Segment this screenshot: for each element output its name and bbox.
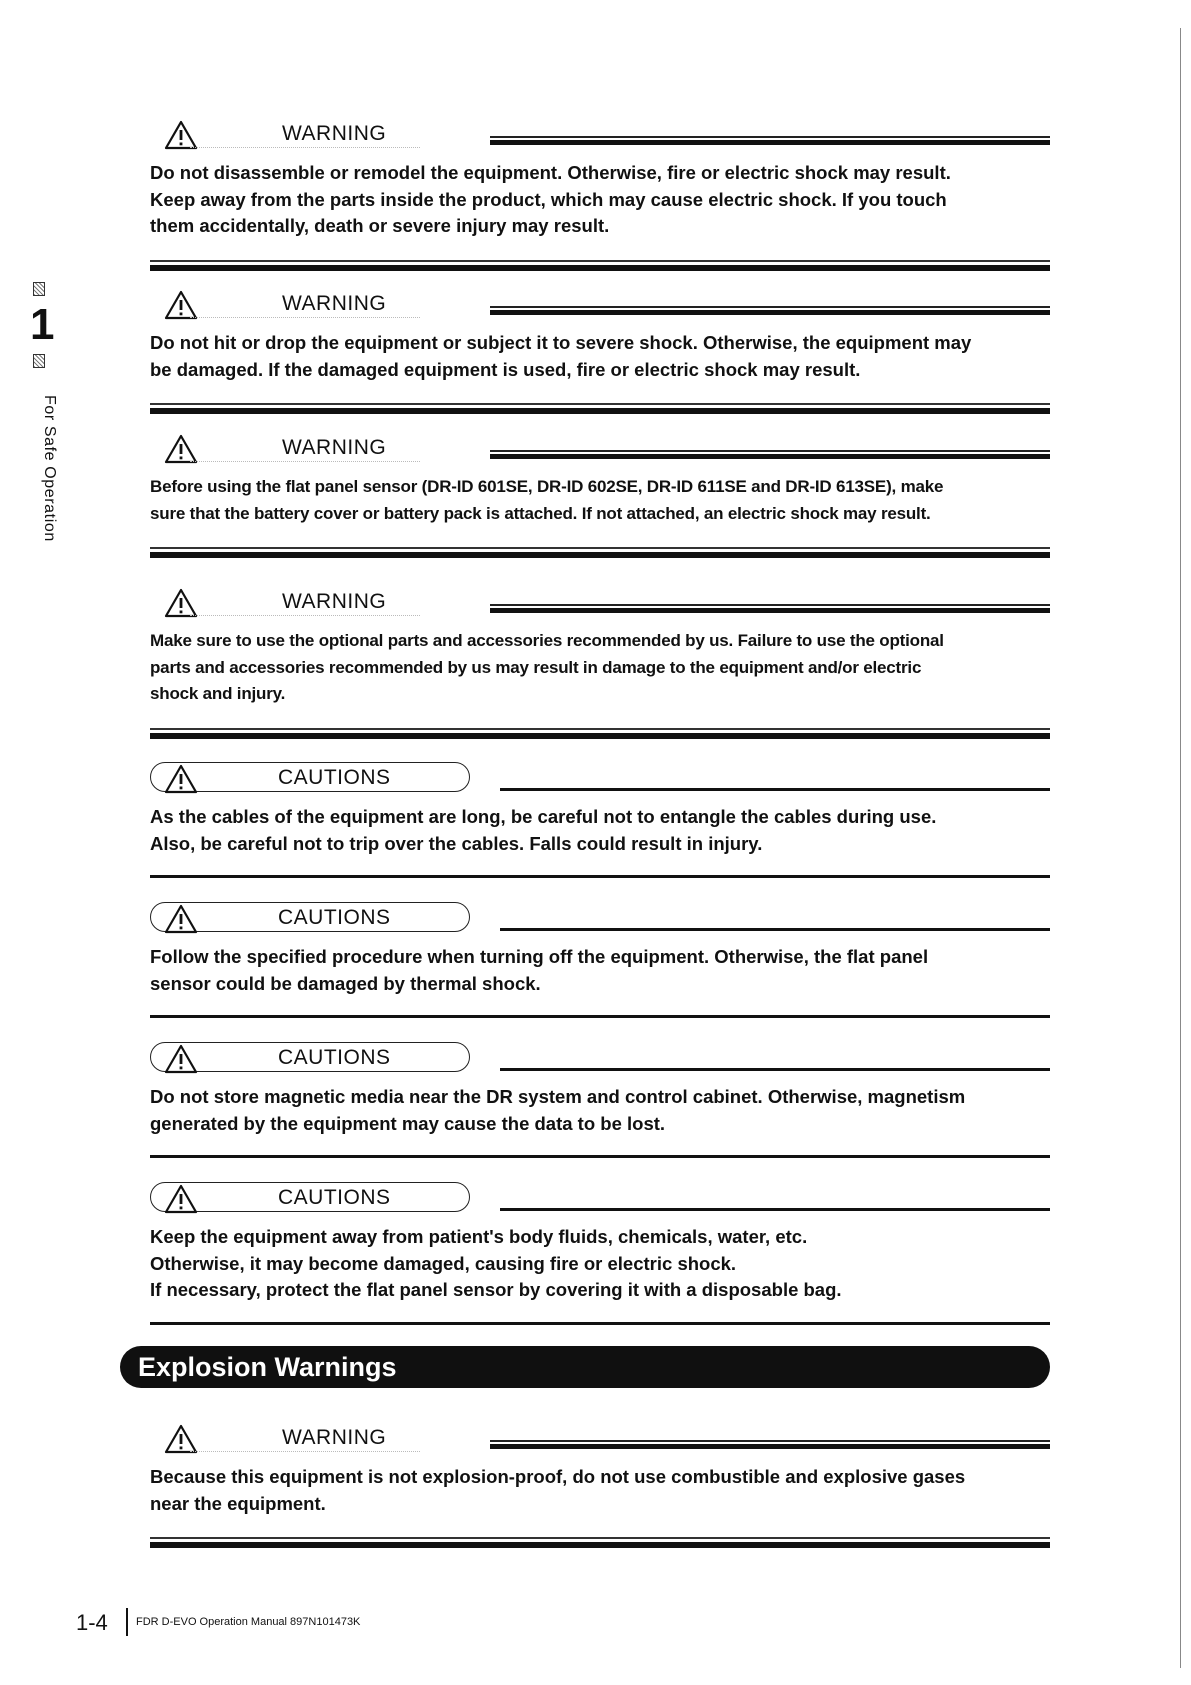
- notice-label: WARNING: [282, 436, 387, 459]
- notice-header: [150, 900, 1050, 940]
- header-rule: [500, 788, 1050, 791]
- warning-triangle-icon: [164, 588, 198, 618]
- header-rule: [500, 1208, 1050, 1211]
- notice-bottom-rule: [150, 728, 1050, 739]
- caution-notice: [150, 760, 1050, 878]
- notice-label: WARNING: [282, 122, 387, 145]
- dotted-underline: [190, 615, 420, 616]
- notice-label: WARNING: [282, 1426, 387, 1449]
- notice-header: [150, 430, 1050, 470]
- notice-bottom-rule: [150, 875, 1050, 878]
- header-rule: [490, 136, 1050, 145]
- header-rule: [490, 450, 1050, 459]
- dotted-underline: [190, 1451, 420, 1452]
- notice-label: WARNING: [282, 590, 387, 613]
- notice-text: Keep the equipment away from patient's body fluids, chemicals, water, etc. Otherwise, it may become damaged, causing fire or electric shock. If necessary, protect the flat panel sensor by covering it with a disposable bag.: [150, 1226, 842, 1300]
- caution-notice: [150, 900, 1050, 1018]
- notice-text: Do not disassemble or remodel the equipment. Otherwise, fire or electric shock may result. Keep away from the parts inside the product, which may cause electric shock. If you touch them accidentally, death or severe injury may result.: [150, 162, 951, 236]
- header-rule: [490, 1440, 1050, 1449]
- header-rule: [500, 1068, 1050, 1071]
- section-title: Explosion Warnings: [138, 1352, 397, 1382]
- chapter-title: For Safe Operation: [41, 395, 58, 542]
- notice-text: Follow the specified procedure when turning off the equipment. Otherwise, the flat panel sensor could be damaged by thermal shock.: [150, 946, 929, 994]
- warning-notice: [150, 430, 1050, 558]
- notice-text: Because this equipment is not explosion-proof, do not use combustible and explosive gases near the equipment.: [150, 1466, 966, 1514]
- warning-triangle-icon: [164, 904, 198, 934]
- notice-text: Before using the flat panel sensor (DR-ID 601SE, DR-ID 602SE, DR-ID 611SE and DR-ID 613SE), make sure that the battery cover or battery pack is attached. If not attached, an electric shock may result.: [150, 477, 944, 523]
- section-heading-bar: [120, 1346, 1050, 1388]
- warning-notice: [150, 584, 1050, 739]
- caution-notice: [150, 1040, 1050, 1158]
- notice-label: CAUTIONS: [278, 1046, 391, 1069]
- warning-triangle-icon: [164, 120, 198, 150]
- notice-text: Make sure to use the optional parts and accessories recommended by us. Failure to use the optional parts and accessories recommended by us may result in damage to the equipment and/or electric shock and injury.: [150, 631, 944, 703]
- notice-label: CAUTIONS: [278, 1186, 391, 1209]
- notice-header: [150, 1180, 1050, 1220]
- dotted-underline: [190, 317, 420, 318]
- warning-triangle-icon: [164, 290, 198, 320]
- warning-triangle-icon: [164, 1184, 198, 1214]
- warning-triangle-icon: [164, 434, 198, 464]
- notice-label: WARNING: [282, 292, 387, 315]
- notice-bottom-rule: [150, 1537, 1050, 1548]
- header-rule: [490, 306, 1050, 315]
- warning-notice: [150, 116, 1050, 271]
- notice-header: [150, 1420, 1050, 1460]
- notice-bottom-rule: [150, 1322, 1050, 1325]
- warning-triangle-icon: [164, 1424, 198, 1454]
- notice-header: [150, 584, 1050, 624]
- notice-header: [150, 286, 1050, 326]
- caution-notice: [150, 1180, 1050, 1325]
- warning-triangle-icon: [164, 764, 198, 794]
- footer-separator: [126, 1608, 128, 1636]
- dotted-underline: [190, 147, 420, 148]
- notice-text: Do not store magnetic media near the DR system and control cabinet. Otherwise, magnetism generated by the equipment may cause the data to be lost.: [150, 1086, 966, 1134]
- notice-bottom-rule: [150, 260, 1050, 271]
- notice-label: CAUTIONS: [278, 906, 391, 929]
- header-rule: [490, 604, 1050, 613]
- header-rule: [500, 928, 1050, 931]
- warning-triangle-icon: [164, 1044, 198, 1074]
- chapter-tab-mark-top: [33, 282, 45, 296]
- right-edge-rule: [1180, 28, 1181, 1668]
- manual-title: FDR D-EVO Operation Manual 897N101473K: [136, 1616, 361, 1628]
- dotted-underline: [190, 461, 420, 462]
- notice-bottom-rule: [150, 547, 1050, 558]
- chapter-number: 1: [30, 300, 55, 349]
- notice-header: [150, 1040, 1050, 1080]
- notice-label: CAUTIONS: [278, 766, 391, 789]
- notice-bottom-rule: [150, 403, 1050, 414]
- warning-notice: [150, 286, 1050, 414]
- page-number: 1-4: [76, 1610, 108, 1635]
- notice-header: [150, 116, 1050, 156]
- chapter-tab-mark-bottom: [33, 354, 45, 368]
- warning-notice: [150, 1420, 1050, 1548]
- notice-text: Do not hit or drop the equipment or subject it to severe shock. Otherwise, the equipment may be damaged. If the damaged equipment is used, fire or electric shock may result.: [150, 332, 972, 380]
- notice-bottom-rule: [150, 1155, 1050, 1158]
- notice-header: [150, 760, 1050, 800]
- notice-text: As the cables of the equipment are long, be careful not to entangle the cables during use. Also, be careful not to trip over the cables. Falls could result in injury.: [150, 806, 937, 854]
- notice-bottom-rule: [150, 1015, 1050, 1018]
